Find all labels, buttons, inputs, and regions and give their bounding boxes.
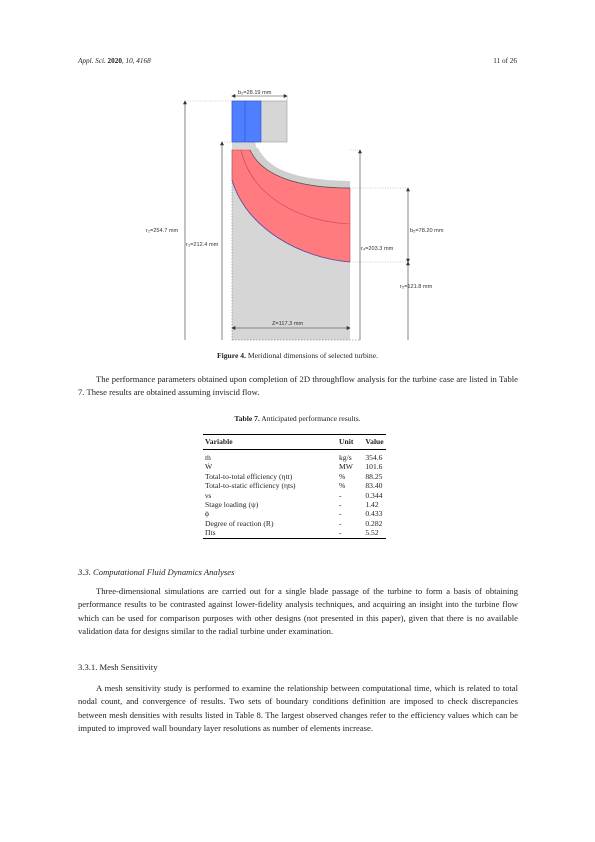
paragraph-cfd: Three-dimensional simulations are carried out for a single blade passage of the turbine to form a basis of obtaining performance results to be contrasted against lower-fidelity analysis techniques, and acquiring an insight into the turbine flow which can be used for comparison purposes with other designs (not presented in this paper), given that there is no available validation data for designs similar to the radial turbine under examination. — [78, 586, 518, 637]
col-unit: Unit — [331, 435, 357, 450]
label-b2: b₂=28.19 mm — [238, 90, 272, 96]
running-header-journal: Appl. Sci. 2020, 10, 4168 — [78, 57, 151, 65]
table-row: Total-to-total efficiency (ηtt) % 88.25 — [205, 471, 383, 481]
figure-caption: Figure 4. Meridional dimensions of selected turbine. — [217, 351, 378, 360]
table-header-row — [203, 435, 386, 450]
table-row: Total-to-static efficiency (ηts) % 83.40 — [205, 481, 383, 491]
table-row: ṁ kg/s 354.6 — [205, 453, 383, 462]
label-z: Z=117.3 mm — [272, 321, 304, 327]
table-caption: Table 7. Anticipated performance results. — [234, 414, 361, 423]
label-r3: r₃=212.4 mm — [186, 242, 219, 248]
table-row: Πts - 5.52 — [203, 528, 386, 538]
table-row: νs - 0.344 — [205, 490, 383, 500]
table-row: ϕ - 0.433 — [205, 509, 383, 519]
col-value: Value — [357, 435, 385, 450]
label-b5: b₅=78.20 mm — [410, 228, 444, 234]
label-r5: r₅=121.8 mm — [400, 284, 433, 290]
section-heading-cfd: 3.3. Computational Fluid Dynamics Analyses — [78, 567, 235, 577]
table-row: Stage loading (ψ) - 1.42 — [205, 500, 379, 510]
stator-blade — [232, 101, 261, 142]
label-r4: r₄=203.3 mm — [361, 246, 394, 252]
performance-table — [203, 434, 386, 539]
label-r2: r₂=254.7 mm — [146, 228, 179, 234]
page-number: 11 of 26 — [493, 57, 517, 65]
paragraph-performance: The performance parameters obtained upon completion of 2D throughflow analysis for the turbine case are listed in Table 7. These results are obtained assuming inviscid flow. — [78, 374, 518, 398]
paragraph-mesh: A mesh sensitivity study is performed to examine the relationship between computational time, which is related to total nodal count, and convergence of results. Two sets of boundary conditions definition are imposed to check discrepancies between mesh densities with results listed in Table 8. The largest observed changes refer to the efficiency values which can be imputed to improved wall boundary layer resolutions as number of elements increase. — [78, 683, 518, 734]
table-row: Ẇ MW 101.6 — [205, 462, 383, 472]
section-heading-mesh: 3.3.1. Mesh Sensitivity — [78, 662, 158, 672]
meridional-figure — [0, 0, 595, 350]
col-variable: Variable — [203, 435, 331, 450]
table-row: Degree of reaction (R) - 0.282 — [205, 518, 383, 528]
